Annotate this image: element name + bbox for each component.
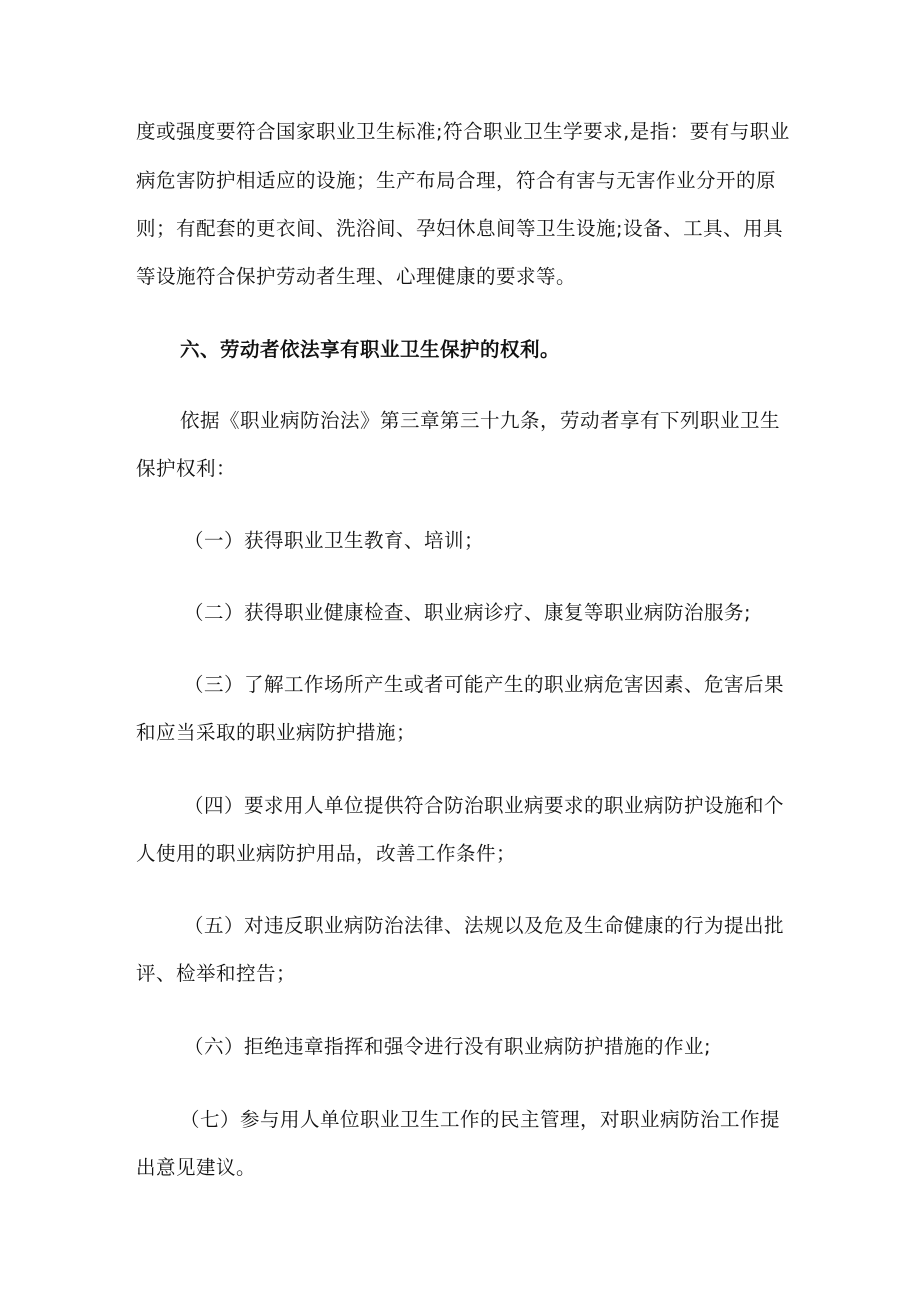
list-item-line: （一）获得职业卫生教育、培训； — [184, 529, 485, 552]
list-item-line: 评、检举和控告； — [136, 962, 297, 985]
list-item-line: （二）获得职业健康检查、职业病诊疗、康复等职业病防治服务; — [184, 601, 752, 624]
list-item-line: 和应当采取的职业病防护措施； — [136, 721, 417, 744]
section-heading: 六、劳动者依法享有职业卫生保护的权利。 — [180, 338, 561, 361]
list-item-line: （五）对违反职业病防治法律、法规以及危及生命健康的行为提出批 — [184, 914, 785, 937]
list-item-line: 出意见建议。 — [136, 1156, 257, 1179]
paragraph-line: 度或强度要符合国家职业卫生标准;符合职业卫生学要求,是指：要有与职业 — [136, 120, 790, 143]
list-item-line: 人使用的职业病防护用品，改善工作条件； — [136, 842, 517, 865]
list-item-line: （三）了解工作场所产生或者可能产生的职业病危害因素、危害后果 — [184, 673, 785, 696]
paragraph-line: 病危害防护相适应的设施；生产布局合理，符合有害与无害作业分开的原 — [136, 169, 777, 192]
list-item-line: （六）拒绝违章指挥和强令进行没有职业病防护措施的作业; — [184, 1035, 712, 1058]
list-item-line: （四）要求用人单位提供符合防治职业病要求的职业病防护设施和个 — [184, 794, 785, 817]
paragraph-line: 等设施符合保护劳动者生理、心理健康的要求等。 — [136, 265, 577, 288]
list-item-line: （七）参与用人单位职业卫生工作的民主管理，对职业病防治工作提 — [180, 1108, 781, 1131]
paragraph-line: 依据《职业病防治法》第三章第三十九条，劳动者享有下列职业卫生 — [180, 409, 781, 432]
paragraph-line: 则；有配套的更衣间、洗浴间、孕妇休息间等卫生设施;设备、工具、用具 — [136, 217, 784, 240]
paragraph-line: 保护权利： — [136, 457, 237, 480]
